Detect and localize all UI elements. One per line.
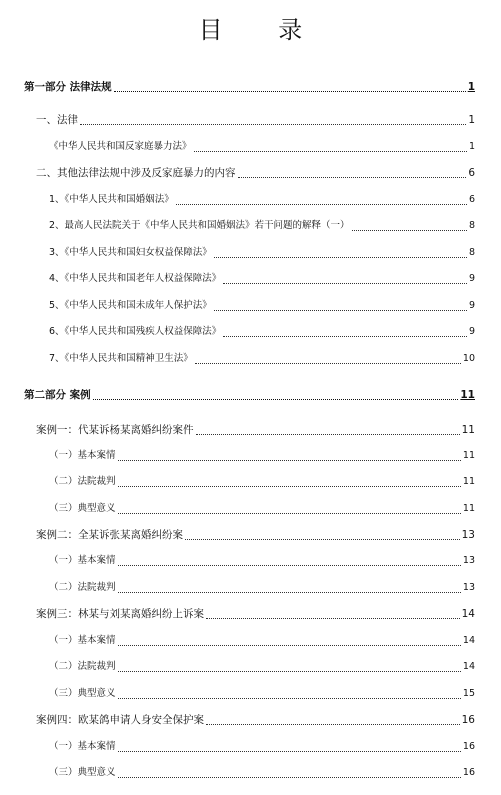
toc-subentry[interactable] xyxy=(49,501,475,517)
toc-page-number: 16 xyxy=(462,767,475,778)
dot-leader xyxy=(195,362,461,364)
toc-subentry[interactable] xyxy=(49,553,475,569)
dot-leader xyxy=(206,723,460,725)
dot-leader xyxy=(214,309,467,311)
toc-subentry[interactable] xyxy=(49,351,475,367)
toc-page-number: 11 xyxy=(461,424,475,436)
toc-page-number: 1 xyxy=(467,81,475,93)
toc-entry-label: 《中华人民共和国反家庭暴力法》 xyxy=(49,141,192,152)
toc-entry-label: （一）基本案情 xyxy=(49,450,116,461)
toc-entry-label: 2、最高人民法院关于《中华人民共和国婚姻法》若干问题的解释（一） xyxy=(49,220,350,231)
toc-section-entry[interactable] xyxy=(36,165,475,181)
toc-entry-label: 案例一：代某诉杨某离婚纠纷案件 xyxy=(36,424,194,436)
dot-leader xyxy=(196,433,460,435)
toc-part-heading[interactable] xyxy=(24,387,475,403)
toc-entry-label: （三）典型意义 xyxy=(49,688,116,699)
dot-leader xyxy=(114,90,466,92)
toc-subentry[interactable] xyxy=(49,659,475,675)
dot-leader xyxy=(118,776,461,778)
toc-section-entry[interactable] xyxy=(36,422,475,438)
dot-leader xyxy=(185,538,460,540)
toc-subentry[interactable] xyxy=(49,765,475,781)
toc-entry-label: （二）法院裁判 xyxy=(49,582,116,593)
dot-leader xyxy=(194,150,467,152)
toc-subentry[interactable] xyxy=(49,633,475,649)
toc-page-number: 1 xyxy=(468,141,475,152)
toc-page-number: 14 xyxy=(462,635,475,646)
toc-page-number: 9 xyxy=(468,300,475,311)
toc-page-number: 15 xyxy=(462,688,475,699)
dot-leader xyxy=(238,176,467,178)
toc-subentry[interactable] xyxy=(49,474,475,490)
dot-leader xyxy=(223,335,467,337)
dot-leader xyxy=(118,591,461,593)
toc-subentry[interactable] xyxy=(49,192,475,208)
toc-entry-label: （三）典型意义 xyxy=(49,503,116,514)
toc-page-number: 1 xyxy=(468,114,475,126)
toc-entry-label: 案例二：全某诉张某离婚纠纷案 xyxy=(36,529,183,541)
dot-leader xyxy=(118,564,461,566)
toc-subentry[interactable] xyxy=(49,739,475,755)
dot-leader xyxy=(93,398,459,400)
toc-entry-label: （一）基本案情 xyxy=(49,741,116,752)
toc-entry-label: 案例四：欧某鸽申请人身安全保护案 xyxy=(36,714,204,726)
dot-leader xyxy=(118,644,461,646)
dot-leader xyxy=(352,229,467,231)
toc-page-number: 14 xyxy=(461,608,475,620)
toc-page-number: 14 xyxy=(462,661,475,672)
toc-page-number: 8 xyxy=(468,220,475,231)
toc-entry-label: 5、《中华人民共和国未成年人保护法》 xyxy=(49,300,212,311)
toc-subentry[interactable] xyxy=(49,271,475,287)
toc-entry-label: 7、《中华人民共和国精神卫生法》 xyxy=(49,353,193,364)
dot-leader xyxy=(118,459,461,461)
toc-subentry[interactable] xyxy=(49,686,475,702)
toc-section-entry[interactable] xyxy=(36,606,475,622)
toc-entry-label: 二、其他法律法规中涉及反家庭暴力的内容 xyxy=(36,167,236,179)
toc-subentry[interactable] xyxy=(49,218,475,234)
toc-entry-label: （一）基本案情 xyxy=(49,555,116,566)
dot-leader xyxy=(223,282,467,284)
dot-leader xyxy=(214,256,467,258)
toc-page-number: 11 xyxy=(462,476,475,487)
toc-entry-label: 6、《中华人民共和国残疾人权益保障法》 xyxy=(49,326,222,337)
toc-subentry[interactable] xyxy=(49,448,475,464)
toc-page-number: 10 xyxy=(462,353,475,364)
toc-page-number: 16 xyxy=(462,741,475,752)
toc-section-entry[interactable] xyxy=(36,527,475,543)
toc-entry-label: （三）典型意义 xyxy=(49,767,116,778)
toc-page-number: 6 xyxy=(468,167,475,179)
toc-entry-label: （一）基本案情 xyxy=(49,635,116,646)
toc-page-number: 11 xyxy=(460,389,475,401)
toc-entry-label: （二）法院裁判 xyxy=(49,661,116,672)
toc-subentry[interactable] xyxy=(49,139,475,155)
toc-entry-label: 第一部分 法律法规 xyxy=(24,81,112,93)
toc-section-entry[interactable] xyxy=(36,712,475,728)
toc-entry-label: 1、《中华人民共和国婚姻法》 xyxy=(49,194,174,205)
toc-page-number: 13 xyxy=(462,582,475,593)
toc-page-number: 13 xyxy=(461,529,475,541)
toc-subentry[interactable] xyxy=(49,298,475,314)
page-title: 目 录 xyxy=(198,16,327,44)
toc-entry-label: 案例三：林某与刘某离婚纠纷上诉案 xyxy=(36,608,204,620)
toc-page-number: 8 xyxy=(468,247,475,258)
dot-leader xyxy=(118,512,461,514)
dot-leader xyxy=(118,750,461,752)
toc-page-number: 11 xyxy=(462,503,475,514)
toc-entry-label: 4、《中华人民共和国老年人权益保障法》 xyxy=(49,273,222,284)
toc-entry-label: 3、《中华人民共和国妇女权益保障法》 xyxy=(49,247,212,258)
toc-entry-label: 第二部分 案例 xyxy=(24,389,91,401)
toc-subentry[interactable] xyxy=(49,245,475,261)
toc-section-entry[interactable] xyxy=(36,112,475,128)
toc-entry-label: 一、法律 xyxy=(36,114,78,126)
toc-page-number: 6 xyxy=(468,194,475,205)
dot-leader xyxy=(118,697,461,699)
toc-page-number: 16 xyxy=(461,714,475,726)
toc-page-number: 13 xyxy=(462,555,475,566)
toc-entry-label: （二）法院裁判 xyxy=(49,476,116,487)
dot-leader xyxy=(206,617,460,619)
dot-leader xyxy=(176,203,467,205)
toc-part-heading[interactable] xyxy=(24,79,475,95)
toc-page-number: 11 xyxy=(462,450,475,461)
dot-leader xyxy=(118,670,461,672)
toc-subentry[interactable] xyxy=(49,324,475,340)
dot-leader xyxy=(80,123,466,125)
dot-leader xyxy=(118,485,461,487)
toc-page-number: 9 xyxy=(468,326,475,337)
toc-subentry[interactable] xyxy=(49,580,475,596)
toc-page-number: 9 xyxy=(468,273,475,284)
